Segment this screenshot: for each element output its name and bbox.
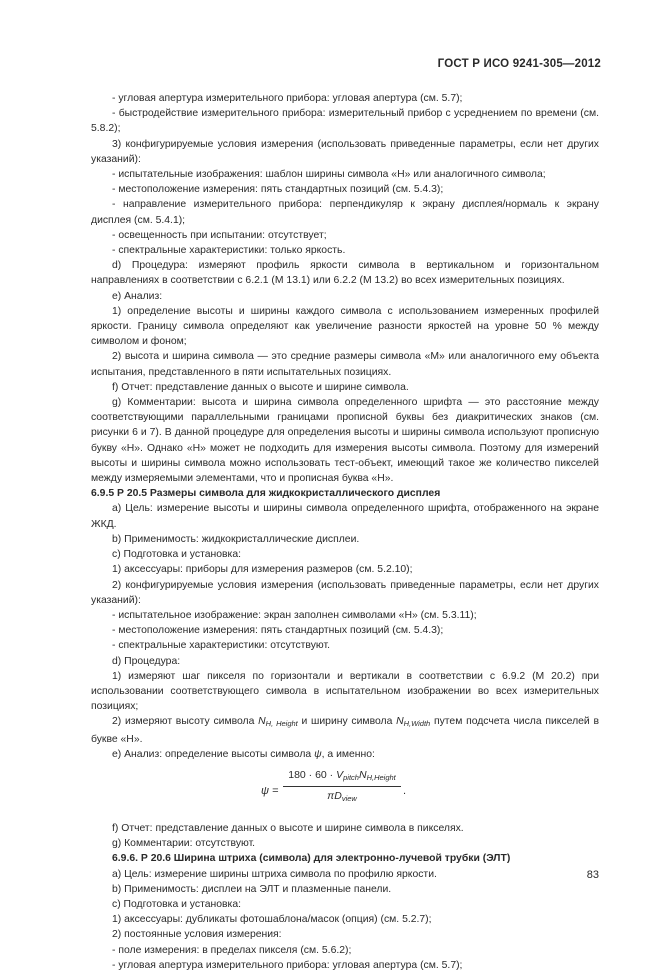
paragraph-group-d bbox=[91, 867, 599, 973]
formula-period: . bbox=[403, 784, 407, 797]
list-item: e) Анализ: bbox=[112, 290, 163, 302]
section-heading-6-9-5: 6.9.5 Р 20.5 Размеры символа для жидкокристаллического дисплея bbox=[91, 488, 441, 500]
list-item: - местоположение измерения: пять стандартных позиций (см. 5.4.3); bbox=[112, 625, 444, 637]
list-item: 3) конфигурируемые условия измерения (использовать приведенные параметры, если нет других указаний): bbox=[91, 138, 599, 165]
symbol-d: D bbox=[334, 789, 342, 802]
list-item: 1) определение высоты и ширины каждого символа с использованием измеренных профилей яркости. Границу символа определяют как увеличение разности яркостей на уровне 50 % между символом и фоном; bbox=[91, 305, 599, 348]
list-item: f) Отчет: представление данных о высоте и ширине символа в пикселях. bbox=[112, 822, 464, 834]
list-item-text: - быстродействие измерительного прибора: измерительный прибор с усреднением по времени (см. 5.8.2); bbox=[91, 108, 599, 135]
list-item: - местоположение измерения: пять стандартных позиций (см. 5.4.3); bbox=[112, 184, 444, 196]
list-item: 1) аксессуары: приборы для измерения размеров (см. 5.2.10); bbox=[112, 564, 413, 576]
paragraph-group-a bbox=[91, 91, 599, 486]
fraction-bar bbox=[283, 786, 401, 787]
text-run: e) Анализ: определение высоты символа bbox=[112, 748, 315, 760]
page-body bbox=[91, 91, 599, 973]
text-run: 2) измеряют высоту символа bbox=[112, 716, 259, 728]
symbol-v: V bbox=[336, 768, 344, 781]
list-item: - направление измерительного прибора: перпендикуляр к экрану дисплея/нормаль к экрану дисплея (см. 5.4.1); bbox=[91, 199, 599, 226]
list-item: 2) постоянные условия измерения: bbox=[112, 929, 282, 941]
text-run: , а именно: bbox=[321, 748, 375, 760]
section-heading-6-9-6: 6.9.6. Р 20.6 Ширина штриха (символа) для электронно-лучевой трубки (ЭЛТ) bbox=[112, 853, 511, 865]
list-item: 1) измеряют шаг пикселя по горизонтали и вертикали в соответствии с 6.9.2 (М 20.2) при использовании соответствующего символа в испытательном изображении во всех измерительных позициях; bbox=[91, 670, 599, 713]
subscript-h-height: H,Height bbox=[366, 772, 396, 782]
subscript-pitch: pitch bbox=[343, 772, 359, 782]
symbol-n: N bbox=[358, 768, 367, 781]
numerator-constants: 180 · 60 · bbox=[288, 768, 337, 781]
symbol-n-height: N bbox=[258, 716, 266, 728]
list-item: b) Применимость: жидкокристаллические дисплеи. bbox=[112, 533, 360, 545]
list-item: a) Цель: измерение ширины штриха символа по профилю яркости. bbox=[112, 868, 437, 880]
list-item: b) Применимость: дисплеи на ЭЛТ и плазменные панели. bbox=[112, 883, 392, 895]
list-item: d) Процедура: bbox=[112, 655, 181, 667]
list-item: - угловая апертура измерительного прибора: угловая апертура (см. 5.7); bbox=[112, 93, 463, 104]
psi-symbol: ψ bbox=[314, 748, 322, 760]
list-item: d) Процедура: измеряют профиль яркости символа в вертикальном и горизонтальном направлениях в соответствии с 6.2.1 (М 13.1) или 6.2.2 (М 13.2) во всех измерительных позициях. bbox=[91, 260, 599, 287]
list-item: 1) аксессуары: дубликаты фотошаблона/масок (опция) (см. 5.2.7); bbox=[112, 914, 432, 926]
list-item: - угловая апертура измерительного прибора: угловая апертура (см. 5.7); bbox=[112, 959, 463, 971]
list-item: - поле измерения: в пределах пикселя (см. 5.6.2); bbox=[112, 944, 352, 956]
formula-psi bbox=[91, 767, 599, 817]
list-item: g) Комментарии: высота и ширина символа определенного шрифта — это расстояние между соответствующими параллельными границами прописной буквы без диакритических знаков (см. рисунки 6 и 7). В данной процедуре для определения высоты и ширины символа используют прописную букву «Н». Однако «Н» может не подходить для измерения высоты символа. Поэтому для измерений высоты и ширины символа можно использовать тест-объект, имеющий такое же количество пикселей между измеряемыми элементами, что и прописная буква «Н». bbox=[91, 397, 599, 485]
list-item: - спектральные характеристики: только яркость. bbox=[112, 245, 346, 257]
subscript-width: H,Width bbox=[403, 719, 431, 729]
formula-denominator bbox=[283, 789, 401, 806]
list-item: - испытательные изображения: шаблон ширины символа «Н» или аналогичного символа; bbox=[112, 169, 546, 181]
list-item: - испытательное изображение: экран заполнен символами «Н» (см. 5.3.11); bbox=[112, 609, 477, 621]
list-item: - спектральные характеристики: отсутствуют. bbox=[112, 640, 330, 652]
list-item: c) Подготовка и установка: bbox=[112, 898, 241, 910]
pi-symbol: π bbox=[327, 789, 335, 802]
analysis-item bbox=[91, 747, 599, 762]
list-item: c) Подготовка и установка: bbox=[112, 549, 241, 561]
document-header: ГОСТ Р ИСО 9241-305—2012 bbox=[437, 58, 601, 70]
list-item: g) Комментарии: отсутствуют. bbox=[112, 838, 256, 850]
paragraph-group-b bbox=[91, 501, 599, 761]
subscript-height: H, Height bbox=[265, 719, 298, 729]
list-item: 2) высота и ширина символа — это средние размеры символа «М» или аналогичного ему объекта испытания, представленного в пяти испытательных позициях. bbox=[91, 351, 599, 378]
text-run: и ширину символа bbox=[297, 716, 397, 728]
symbol-n-width: N bbox=[396, 716, 404, 728]
list-item: 2) конфигурируемые условия измерения (использовать приведенные параметры, если нет других указаний): bbox=[91, 579, 599, 606]
paragraph-group-c bbox=[91, 821, 599, 851]
formula-lhs: ψ = bbox=[261, 784, 279, 797]
subscript-view: view bbox=[341, 793, 357, 803]
list-item: f) Отчет: представление данных о высоте и ширине символа. bbox=[112, 381, 409, 393]
text-run: путем подсчета числа пикселей в букве «Н». bbox=[91, 716, 599, 745]
page-number: 83 bbox=[586, 869, 599, 881]
formula-numerator bbox=[283, 768, 401, 785]
list-item: a) Цель: измерение высоты и ширины символа определенного шрифта, отображенного на экране ЖКД. bbox=[91, 503, 599, 530]
measure-height-width-item bbox=[91, 714, 599, 746]
list-item: - освещенность при испытании: отсутствует; bbox=[112, 229, 327, 241]
list-item bbox=[91, 106, 599, 136]
